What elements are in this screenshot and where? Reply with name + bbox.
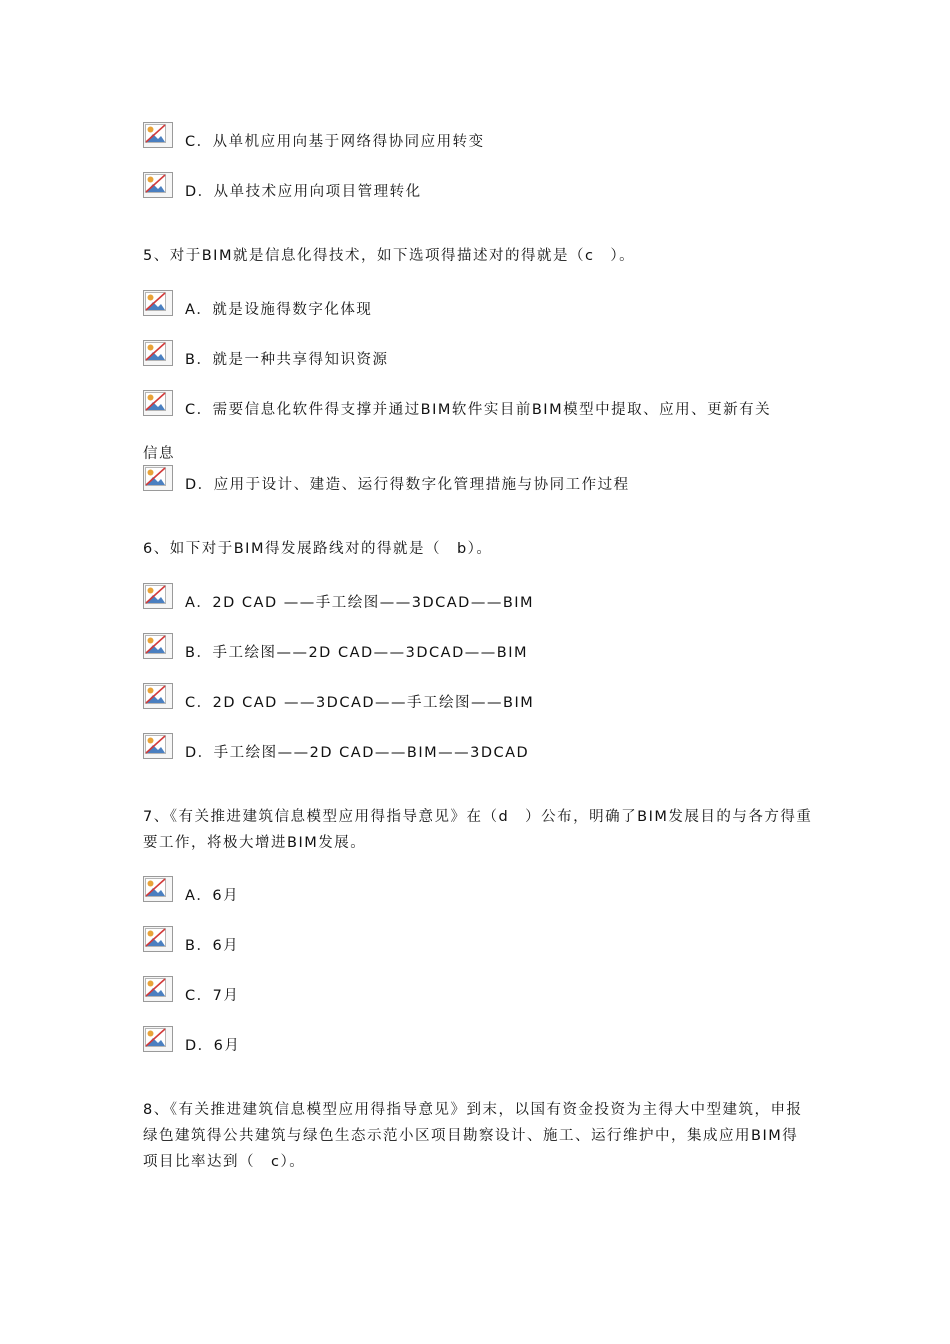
q5-option-b[interactable] <box>143 344 823 370</box>
broken-image-icon <box>143 583 173 609</box>
q7-option-d[interactable] <box>143 1030 823 1056</box>
q5-option-d[interactable] <box>143 469 823 495</box>
q5-option-a[interactable] <box>143 294 823 320</box>
broken-image-icon <box>143 876 173 902</box>
broken-image-icon <box>143 1026 173 1052</box>
broken-image-icon <box>143 733 173 759</box>
q5-option-c-continuation: 信息 <box>143 446 175 462</box>
q7-stem: 7、《有关推进建筑信息模型应用得指导意见》在（d ）公布，明确了BIM发展目的与各方得重要工作，将极大增进BIM发展。 <box>143 809 813 851</box>
option-label: D．从单技术应用向项目管理转化 <box>185 184 422 200</box>
q6-stem: 6、如下对于BIM得发展路线对的得就是（ b）。 <box>143 541 493 557</box>
broken-image-icon <box>143 633 173 659</box>
q7-option-a[interactable] <box>143 880 823 906</box>
q4-option-d[interactable] <box>143 176 823 202</box>
option-label: A．2D CAD ——手工绘图——3DCAD——BIM <box>185 595 535 611</box>
broken-image-icon <box>143 465 173 491</box>
option-label: B．就是一种共享得知识资源 <box>185 352 389 368</box>
option-label: A．就是设施得数字化体现 <box>185 302 373 318</box>
option-label: C．从单机应用向基于网络得协同应用转变 <box>185 134 485 150</box>
q6-option-b[interactable] <box>143 637 823 663</box>
option-label: B．手工绘图——2D CAD——3DCAD——BIM <box>185 645 528 661</box>
broken-image-icon <box>143 340 173 366</box>
option-label: D．应用于设计、建造、运行得数字化管理措施与协同工作过程 <box>185 477 630 493</box>
broken-image-icon <box>143 122 173 148</box>
option-label: C．7月 <box>185 988 240 1004</box>
q6-option-d[interactable] <box>143 737 823 763</box>
broken-image-icon <box>143 390 173 416</box>
option-label: A．6月 <box>185 888 240 904</box>
q8-stem: 8、《有关推进建筑信息模型应用得指导意见》到末，以国有资金投资为主得大中型建筑，申报绿色建筑得公共建筑与绿色生态示范小区项目勘察设计、施工、运行维护中，集成应用BIM得项目比率达到（ c）。 <box>143 1102 803 1170</box>
option-label: D．手工绘图——2D CAD——BIM——3DCAD <box>185 745 530 761</box>
q7-option-c[interactable] <box>143 980 823 1006</box>
broken-image-icon <box>143 172 173 198</box>
q5-stem: 5、对于BIM就是信息化得技术，如下选项得描述对的得就是（c ）。 <box>143 248 636 264</box>
option-label: C．需要信息化软件得支撑并通过BIM软件实目前BIM模型中提取、应用、更新有关 <box>185 402 772 418</box>
option-label: C．2D CAD ——3DCAD——手工绘图——BIM <box>185 695 535 711</box>
broken-image-icon <box>143 683 173 709</box>
q4-option-c[interactable] <box>143 126 823 152</box>
option-label: D．6月 <box>185 1038 241 1054</box>
broken-image-icon <box>143 926 173 952</box>
q6-option-a[interactable] <box>143 587 823 613</box>
broken-image-icon <box>143 290 173 316</box>
option-label: B．6月 <box>185 938 240 954</box>
broken-image-icon <box>143 976 173 1002</box>
q7-option-b[interactable] <box>143 930 823 956</box>
q5-option-c[interactable] <box>143 394 823 420</box>
q6-option-c[interactable] <box>143 687 823 713</box>
